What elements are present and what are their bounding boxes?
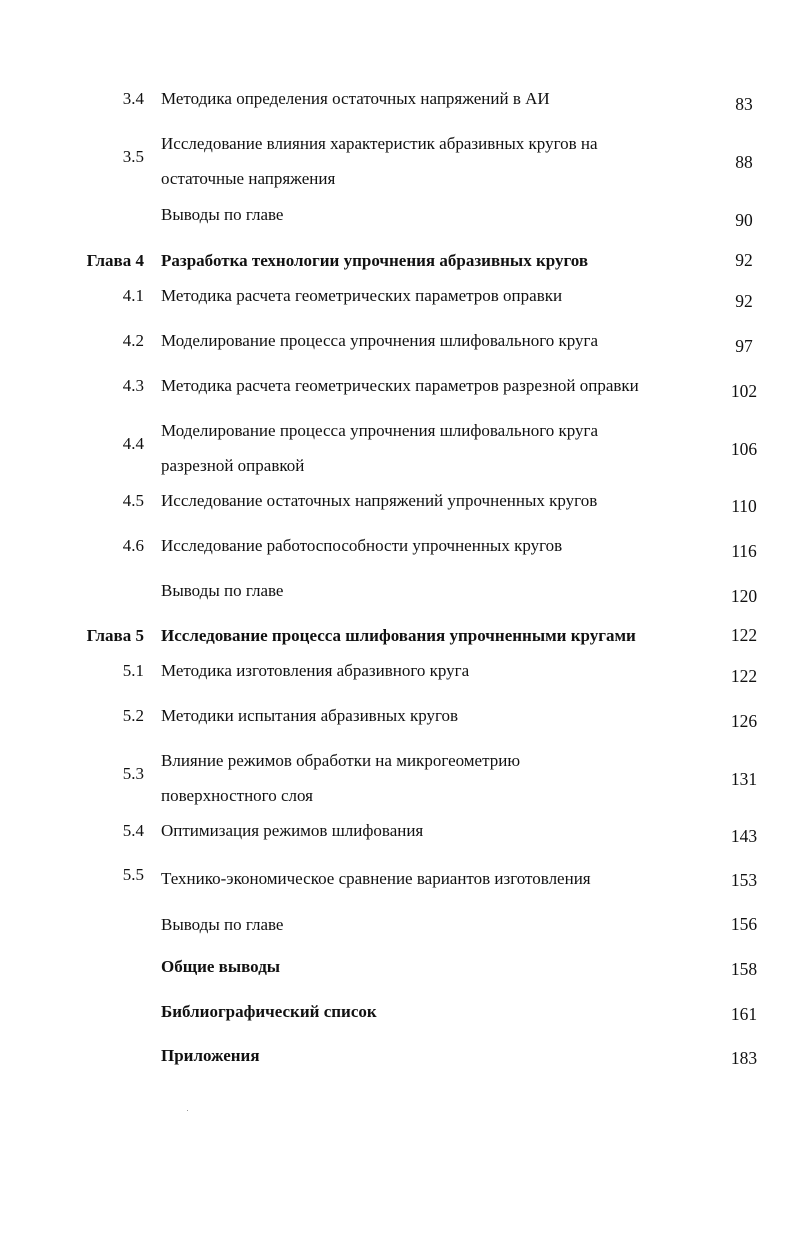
toc-entry-title bbox=[161, 135, 598, 187]
toc-entry-page: 116 bbox=[731, 541, 757, 561]
toc-entry-number: 5.2 bbox=[122, 706, 144, 725]
toc-entry-page: 106 bbox=[730, 439, 758, 459]
toc-entry-title-line: Выводы по главе bbox=[161, 205, 284, 224]
toc-entry-page: 92 bbox=[735, 250, 753, 270]
toc-entry-number: 4.6 bbox=[122, 536, 144, 555]
toc-entry-number: 4.5 bbox=[122, 491, 144, 510]
toc-entry-number: 4.4 bbox=[122, 434, 144, 453]
toc-entry-page: 122 bbox=[730, 625, 758, 645]
toc-chapter-number: Глава 5 bbox=[86, 626, 144, 645]
toc-entry-page: 131 bbox=[730, 769, 758, 789]
toc-entry-number: 3.5 bbox=[122, 147, 144, 166]
toc-entry-title-line: Библиографический список bbox=[161, 1002, 377, 1021]
toc-entry-page: 102 bbox=[730, 381, 758, 401]
toc-entry-title-line: Оптимизация режимов шлифования bbox=[161, 821, 424, 840]
toc-entry-title-line: Исследование остаточных напряжений упрочненных кругов bbox=[161, 491, 598, 510]
toc-entry-page: 92 bbox=[735, 291, 753, 311]
toc-entry-page: 156 bbox=[730, 914, 758, 934]
toc-entry-page: 110 bbox=[731, 496, 757, 516]
toc-entry-title bbox=[161, 662, 469, 679]
toc-entry-title-line: Исследование влияния характеристик абразивных кругов на bbox=[161, 134, 598, 153]
toc-entry-title bbox=[161, 870, 591, 887]
toc-entry-number: 5.4 bbox=[122, 821, 144, 840]
toc-entry-title bbox=[161, 537, 562, 554]
toc-entry-title bbox=[161, 90, 550, 107]
toc-entry-title-line: Моделирование процесса упрочнения шлифовального круга bbox=[161, 331, 599, 350]
toc-entry-number: 5.1 bbox=[122, 661, 144, 680]
toc-entry-title-line: разрезной оправкой bbox=[161, 456, 305, 475]
toc-entry-number: 4.3 bbox=[122, 376, 144, 395]
toc-entry-title-line: Влияние режимов обработки на микрогеометрию bbox=[161, 751, 521, 770]
toc-chapter-title bbox=[161, 252, 588, 269]
toc-entry-title bbox=[161, 492, 597, 509]
toc-entry-page: 126 bbox=[730, 711, 758, 731]
toc-entry-title bbox=[161, 582, 283, 599]
toc-chapter-title bbox=[161, 627, 636, 644]
toc-entry-title bbox=[161, 752, 520, 804]
toc-entry-number: 3.4 bbox=[122, 89, 144, 108]
toc-entry-title-line: Методики испытания абразивных кругов bbox=[161, 706, 459, 725]
toc-entry-title-line: остаточные напряжения bbox=[161, 169, 336, 188]
toc-entry-title-line: Выводы по главе bbox=[161, 915, 284, 934]
toc-entry-title bbox=[161, 422, 598, 474]
toc-entry-title-line: Методика расчета геометрических параметров разрезной оправки bbox=[161, 376, 639, 395]
toc-entry-title-line: Разработка технологии упрочнения абразивных кругов bbox=[161, 251, 589, 270]
toc-entry-title bbox=[161, 958, 280, 975]
toc-entry-title bbox=[161, 1003, 377, 1020]
toc-entry-title bbox=[161, 707, 458, 724]
toc-entry-title bbox=[161, 916, 283, 933]
toc-entry-page: 90 bbox=[735, 210, 753, 230]
toc-entry-title-line: Технико-экономическое сравнение вариантов изготовления bbox=[161, 869, 591, 888]
toc-entry-title bbox=[161, 287, 562, 304]
toc-entry-number: 5.3 bbox=[122, 764, 144, 783]
toc-entry-number: 4.1 bbox=[122, 286, 144, 305]
toc-entry-page: 143 bbox=[730, 826, 758, 846]
toc-entry-page: 97 bbox=[735, 336, 753, 356]
toc-entry-title-line: Методика определения остаточных напряжений в АИ bbox=[161, 89, 550, 108]
toc-entry-title bbox=[161, 206, 283, 223]
toc-entry-title-line: Приложения bbox=[161, 1046, 260, 1065]
toc-entry-number: 4.2 bbox=[122, 331, 144, 350]
scan-speck bbox=[187, 1110, 188, 1111]
toc-entry-title bbox=[161, 377, 639, 394]
toc-entry-page: 158 bbox=[730, 959, 758, 979]
toc-entry-page: 122 bbox=[730, 666, 758, 686]
toc-entry-page: 161 bbox=[730, 1004, 758, 1024]
toc-entry-title-line: Методика изготовления абразивного круга bbox=[161, 661, 470, 680]
toc-entry-title-line: поверхностного слоя bbox=[161, 786, 313, 805]
toc-entry-page: 120 bbox=[730, 586, 758, 606]
toc-entry-page: 83 bbox=[735, 94, 753, 114]
toc-entry-title-line: Моделирование процесса упрочнения шлифовального круга bbox=[161, 421, 599, 440]
toc-entry-title-line: Выводы по главе bbox=[161, 581, 284, 600]
toc-entry-page: 183 bbox=[730, 1048, 758, 1068]
toc-entry-title bbox=[161, 1047, 260, 1064]
toc-entry-title-line: Методика расчета геометрических параметров оправки bbox=[161, 286, 563, 305]
toc-entry-title-line: Исследование работоспособности упрочненных кругов bbox=[161, 536, 563, 555]
toc-entry-number: 5.5 bbox=[122, 865, 144, 884]
toc-entry-title bbox=[161, 332, 598, 349]
toc-entry-title-line: Исследование процесса шлифования упрочненными кругами bbox=[161, 626, 636, 645]
toc-chapter-number: Глава 4 bbox=[86, 251, 144, 270]
toc-entry-title bbox=[161, 822, 423, 839]
toc-entry-title-line: Общие выводы bbox=[161, 957, 281, 976]
toc-entry-page: 88 bbox=[735, 152, 753, 172]
toc-entry-page: 153 bbox=[730, 870, 758, 890]
